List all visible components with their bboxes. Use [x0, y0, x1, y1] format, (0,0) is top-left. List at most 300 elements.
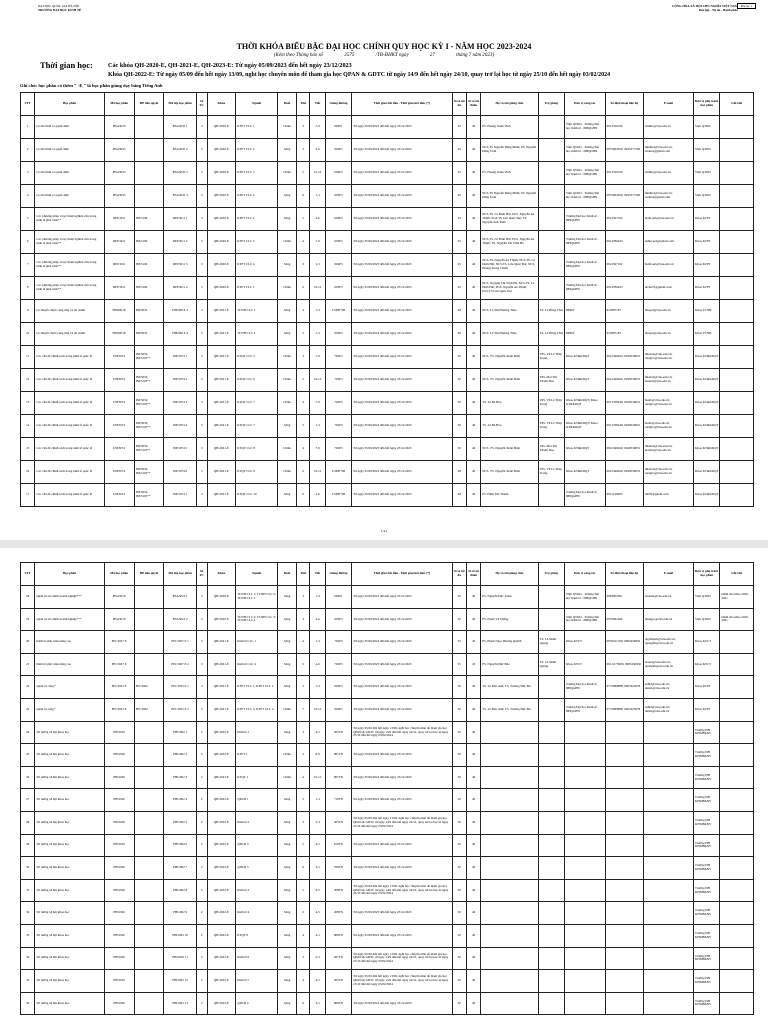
- table-row: [21, 116, 754, 139]
- schedule-table-2: [20, 562, 754, 1015]
- cell-course-name: Tư tưởng xã hội khoa học: [35, 970, 104, 993]
- cell-responsible-unit: Khoa KTPT: [694, 676, 720, 699]
- subtitle-part: /TB-ĐHKT ngày: [375, 53, 409, 58]
- cell-course-name: Các vấn đề chính sách trong kinh tế quốc tế: [35, 346, 104, 369]
- cell-stt: 30: [21, 857, 35, 880]
- cell-period: 4-6: [310, 608, 326, 631]
- cell-credits: 2: [196, 879, 207, 902]
- cell-max-size: 50: [452, 789, 466, 812]
- cell-room: 702E5: [325, 369, 351, 392]
- cell-class-code: DEE3011 4: [164, 277, 196, 300]
- cell-stt: 33: [21, 924, 35, 947]
- cell-cohort: QH-2020-E: [207, 231, 236, 254]
- cell-session: Sáng: [278, 300, 297, 323]
- cell-lecturer: TS. Lê Đức Anh; TS. Trương Đức Đu: [481, 676, 538, 699]
- cell-major: KTQT CLC 7: [236, 415, 278, 438]
- cell-max-size: 48: [452, 484, 466, 507]
- cell-session: Sáng: [278, 676, 297, 699]
- column-header-class-code: Mã lớp học phần: [164, 563, 196, 586]
- cell-course-code: BSA3010: [104, 608, 134, 631]
- cell-weekday: 2: [297, 586, 310, 609]
- cell-email: [643, 834, 693, 857]
- cell-notes: [720, 392, 754, 415]
- cell-class-code: INE3074 6: [164, 461, 196, 484]
- cell-prerequisite: INE3052; INE3103**: [134, 415, 164, 438]
- cell-min-size: 40: [466, 139, 480, 162]
- cell-period: 4-6: [310, 139, 326, 162]
- cell-email: thaoptl@vnu.edu.vn: [643, 300, 693, 323]
- cell-cohort: QH-2020-E: [207, 586, 236, 609]
- cell-course-name: Quản trị tài chính doanh nghiệp***: [35, 608, 104, 631]
- cell-course-code: PEC3027 E: [104, 653, 134, 676]
- table-row: [21, 162, 754, 185]
- cell-email: [643, 811, 693, 834]
- cell-period: 1-3: [310, 185, 326, 208]
- cell-min-size: 40: [466, 392, 480, 415]
- cell-lecturer: [481, 902, 538, 925]
- cell-room: 604E5: [325, 698, 351, 721]
- cell-min-size: 40: [466, 586, 480, 609]
- cell-cohort: QH-2020-E: [207, 608, 236, 631]
- cell-class-code: PHI1002 11: [164, 947, 196, 970]
- cell-phone: [605, 834, 643, 857]
- header-right: [672, 4, 738, 12]
- cell-stt: 2: [21, 139, 35, 162]
- cell-period: 4-5: [310, 857, 326, 880]
- cell-prerequisite: INE3053: [134, 300, 164, 323]
- cell-weekday: 4: [297, 300, 310, 323]
- cell-period: 7-9: [310, 231, 326, 254]
- cell-phone: [605, 970, 643, 993]
- column-header-email: E-mail: [643, 563, 693, 586]
- cell-email: haild.ueb@vnu.edu.vn: [643, 208, 693, 231]
- cell-class-code: PHI1002 4: [164, 789, 196, 812]
- cell-credits: 3: [196, 698, 207, 721]
- cell-cohort: QH-2022-E: [207, 789, 236, 812]
- cell-prerequisite: [134, 970, 164, 993]
- cell-work-unit: Trường Đại học Kinh tế - ĐHQGHN: [564, 484, 605, 507]
- cell-course-name: Tư tưởng xã hội khoa học: [35, 902, 104, 925]
- cell-work-unit: [564, 857, 605, 880]
- cell-phone: [605, 789, 643, 812]
- cell-weekday: 5: [297, 323, 310, 346]
- cell-lecturer: NCS. Nguyễn Thị Vĩnh Hà; NCS.TS. Lê Đình Hải; PGS. Nguyễn An Thịnh; PGS.TS Lưu Quốc Đạt: [481, 277, 538, 300]
- cell-notes: [720, 162, 754, 185]
- cell-course-code: BSA3035: [104, 139, 134, 162]
- cell-period: 7-9: [310, 438, 326, 461]
- cell-cohort: QH-2020-E: [207, 277, 236, 300]
- cell-notes: [720, 438, 754, 461]
- cell-email: thangpv@vnu.edu.vn: [643, 608, 693, 631]
- cell-email: [643, 879, 693, 902]
- cell-responsible-unit: Trường ĐH KHXH&NV: [694, 789, 720, 812]
- cell-cohort: QH-2020-E: [207, 116, 236, 139]
- cell-course-code: PHI1002: [104, 744, 134, 767]
- cell-room: 702E5: [325, 438, 351, 461]
- cell-credits: 3: [196, 162, 207, 185]
- cell-course-name: Lý mô hình ra quyết định: [35, 162, 104, 185]
- cell-prerequisite: [134, 608, 164, 631]
- cell-stt: 13: [21, 392, 35, 415]
- cell-major: QTKD 1: [236, 789, 278, 812]
- cell-major: Kinh tế CLC 2: [236, 653, 278, 676]
- cell-session: Chiều: [278, 438, 297, 461]
- cell-assistant: [538, 924, 564, 947]
- cell-class-code: PHI1002 3: [164, 766, 196, 789]
- table-row: [21, 970, 754, 993]
- cell-room: 809TN: [325, 992, 351, 1015]
- cell-session: Sáng: [278, 721, 297, 744]
- cell-period: 10-11: [310, 766, 326, 789]
- cell-course-code: INE3074: [104, 461, 134, 484]
- column-header-schedule-period: Thời gian bắt đầu - Thời gian kết thúc (*): [352, 93, 452, 116]
- cell-schedule-period: Từ ngày 05/09/2023 đến hết ngày 23/12/2023: [352, 698, 452, 721]
- cell-lecturer: [481, 879, 538, 902]
- cell-cohort: QH-2022-E: [207, 902, 236, 925]
- cell-lecturer: TS. Lê Đức Anh; TS. Trương Đức Đu: [481, 698, 538, 721]
- cell-notes: [720, 766, 754, 789]
- cell-credits: 3: [196, 231, 207, 254]
- cell-notes: [720, 721, 754, 744]
- cell-weekday: 5: [297, 879, 310, 902]
- cell-phone: 912887187: [605, 300, 643, 323]
- table-row: [21, 484, 754, 507]
- cell-weekday: 7: [297, 698, 310, 721]
- cell-class-code: DEE3011 2: [164, 231, 196, 254]
- cell-email: [643, 789, 693, 812]
- cell-cohort: QH-2022-E: [207, 970, 236, 993]
- cell-prerequisite: [134, 586, 164, 609]
- cell-room: 702E5: [325, 631, 351, 654]
- cell-major: Kinh tế 6: [236, 947, 278, 970]
- cell-max-size: 55: [452, 653, 466, 676]
- cell-phone: 0913338240; 0949536831: [605, 415, 643, 438]
- cell-min-size: 40: [466, 608, 480, 631]
- cell-cohort: QH-2021-E: [207, 461, 236, 484]
- cell-lecturer: PS. Hoàng Xuân Vinh: [481, 162, 538, 185]
- cell-phone: 0912346924; 0949536831: [605, 461, 643, 484]
- cell-email: anhld@vnu.edu.vn; duutd@vnu.edu.vn: [643, 676, 693, 699]
- cell-phone: 0912346924; 0949536831: [605, 438, 643, 461]
- cell-cohort: QH-2022-E: [207, 879, 236, 902]
- cell-max-size: 45: [452, 231, 466, 254]
- table-row: [21, 438, 754, 461]
- cell-phone: 0915148903: [605, 484, 643, 507]
- cell-responsible-unit: Trường ĐH KHXH&NV: [694, 970, 720, 993]
- cell-phone: 0914786423: [605, 277, 643, 300]
- cell-major: KTQT 1: [236, 766, 278, 789]
- cell-max-size: 45: [452, 162, 466, 185]
- cell-credits: 3: [196, 392, 207, 415]
- table-row: [21, 346, 754, 369]
- cell-email: thienxd@vnu.edu.vn; tranglvt@vnu.edu.vn: [643, 461, 693, 484]
- cell-session: Sáng: [278, 586, 297, 609]
- cell-course-name: Lý thuyết chuỗi cung ứng và tài chính: [35, 323, 104, 346]
- column-header-work-unit: Đơn vị công tác: [564, 563, 605, 586]
- cell-class-code: BSA3035 1: [164, 116, 196, 139]
- column-header-lecturer: Họ và tên giảng viên: [481, 93, 538, 116]
- cell-credits: 2: [196, 857, 207, 880]
- cell-notes: [720, 323, 754, 346]
- cell-schedule-period: Từ ngày 05/09/2023 đến hết ngày 23/12/2023: [352, 586, 452, 609]
- cell-prerequisite: [134, 811, 164, 834]
- cell-assistant: [538, 744, 564, 767]
- cell-session: Sáng: [278, 185, 297, 208]
- cell-prerequisite: [134, 834, 164, 857]
- cell-min-size: 40: [466, 992, 480, 1015]
- cell-credits: 3: [196, 346, 207, 369]
- cell-schedule-period: Từ ngày 05/09/2023 đến hết ngày 23/12/2023: [352, 116, 452, 139]
- cell-assistant: [538, 992, 564, 1015]
- column-header-stt: STT: [21, 93, 35, 116]
- cell-work-unit: Trường Đại học Kinh tế - ĐHQGHN: [564, 698, 605, 721]
- cell-class-code: PHI1002 12: [164, 970, 196, 993]
- cell-min-size: 40: [466, 208, 480, 231]
- cell-assistant: ThS. Vũ Lê Thùy Trang: [538, 461, 564, 484]
- cell-responsible-unit: Khoa KTCT: [694, 653, 720, 676]
- cell-class-code: BSA3035 4: [164, 185, 196, 208]
- cell-notes: [720, 744, 754, 767]
- cell-session: Sáng: [278, 924, 297, 947]
- cell-course-code: BSA3010: [104, 586, 134, 609]
- cell-stt: 18: [21, 586, 35, 609]
- cell-min-size: 40: [466, 879, 480, 902]
- cell-room: CSMF708: [325, 461, 351, 484]
- cell-schedule-period: Từ ngày 05/09/2023 đến hết ngày 23/12/2023: [352, 162, 452, 185]
- cell-lecturer: NCS. TS. Nguyễn Xuân Điền: [481, 461, 538, 484]
- cell-room: 604E5: [325, 254, 351, 277]
- cell-notes: [720, 461, 754, 484]
- cell-work-unit: Trường Đại học Kinh tế - ĐHQGHN: [564, 231, 605, 254]
- cell-stt: 14: [21, 415, 35, 438]
- cell-responsible-unit: Trường ĐH KHXH&NV: [694, 947, 720, 970]
- cell-major: KTPT CLC 2: [236, 208, 278, 231]
- cell-cohort: QH-2021-E: [207, 438, 236, 461]
- cell-session: Chiều: [278, 116, 297, 139]
- cell-work-unit: Khoa KTCT: [564, 631, 605, 654]
- column-header-cohort: Khóa: [207, 563, 236, 586]
- table-body: [21, 586, 754, 1015]
- cell-weekday: 5: [297, 653, 310, 676]
- cell-max-size: 50: [452, 811, 466, 834]
- cell-responsible-unit: Viện QTKD: [694, 139, 720, 162]
- table-row: [21, 139, 754, 162]
- column-header-notes: Ghi chú: [720, 93, 754, 116]
- cell-assistant: [538, 811, 564, 834]
- cell-cohort: QH-2021-E: [207, 698, 236, 721]
- cell-period: 4-6: [310, 484, 326, 507]
- column-header-notes: Ghi chú: [720, 563, 754, 586]
- cell-lecturer: TS. Lê Bá Hòa: [481, 415, 538, 438]
- cell-room: 702E5: [325, 392, 351, 415]
- cell-class-code: FIB2001E 4: [164, 323, 196, 346]
- time-label: Thời gian học:: [40, 60, 93, 70]
- cell-max-size: 45: [452, 277, 466, 300]
- subtitle-part: 27: [429, 53, 435, 58]
- cell-responsible-unit: Trường ĐH KHXH&NV: [694, 992, 720, 1015]
- cell-course-code: INE3074: [104, 392, 134, 415]
- cell-room: CSMF708: [325, 300, 351, 323]
- cell-work-unit: Viện QTKD - Trường Đại học Kinh tế - ĐHQGHN: [564, 139, 605, 162]
- cell-period: 4-5: [310, 924, 326, 947]
- cell-schedule-period: Từ ngày 05/09/2023 đến hết ngày 23/12/2023: [352, 834, 452, 857]
- cell-work-unit: [564, 834, 605, 857]
- cell-min-size: 40: [466, 323, 480, 346]
- cell-lecturer: NCS.TS. Lê Đình Hải; PGS. Nguyễn An Thịnh; TS. Nguyễn Thị Vĩnh Hà: [481, 231, 538, 254]
- cell-stt: 16: [21, 461, 35, 484]
- cell-responsible-unit: Trường ĐH KHXH&NV: [694, 924, 720, 947]
- cell-credits: 3: [196, 608, 207, 631]
- cell-stt: 6: [21, 231, 35, 254]
- cell-credits: 3: [196, 300, 207, 323]
- cell-room: 603E5: [325, 676, 351, 699]
- cell-session: Chiều: [278, 277, 297, 300]
- school-name: TRƯỜNG ĐẠI HỌC KINH TẾ: [38, 8, 82, 12]
- cell-session: Chiều: [278, 369, 297, 392]
- cell-responsible-unit: Trường ĐH KHXH&NV: [694, 857, 720, 880]
- cell-email: [643, 902, 693, 925]
- cell-assistant: [538, 254, 564, 277]
- cell-course-name: Tư tưởng xã hội khoa học: [35, 766, 104, 789]
- column-header-class-code: Mã lớp học phần: [164, 93, 196, 116]
- cell-period: 10-12: [310, 277, 326, 300]
- cell-class-code: PHI1002 13: [164, 992, 196, 1015]
- column-header-max-size: Sĩ số tối đa: [452, 563, 466, 586]
- cell-email: vinhhx@vnu.edu.vn: [643, 116, 693, 139]
- cell-email: [643, 992, 693, 1015]
- cell-period: 1-3: [310, 631, 326, 654]
- cell-min-size: 40: [466, 162, 480, 185]
- cell-lecturer: PS. Phạm Vũ Thắng: [481, 608, 538, 631]
- cell-phone: 0913338240; 0949536831: [605, 392, 643, 415]
- cell-lecturer: PS. Nguyễn Đức Xuân: [481, 586, 538, 609]
- table-row: [21, 879, 754, 902]
- cell-period: 7-9: [310, 116, 326, 139]
- cell-prerequisite: INE3052; INE3103**: [134, 438, 164, 461]
- cell-responsible-unit: Khoa KT&KDQT: [694, 346, 720, 369]
- table-row: [21, 277, 754, 300]
- cell-work-unit: [564, 924, 605, 947]
- table-row: [21, 608, 754, 631]
- cell-stt: 28: [21, 811, 35, 834]
- cell-cohort: QH-2022-E: [207, 811, 236, 834]
- cell-assistant: [538, 608, 564, 631]
- cell-credits: 3: [196, 323, 207, 346]
- cell-session: Sáng: [278, 902, 297, 925]
- cell-period: 4-5: [310, 879, 326, 902]
- cell-course-code: BSA3035: [104, 116, 134, 139]
- cell-course-name: Kinh tế phát triển nâng cao: [35, 631, 104, 654]
- cell-session: Sáng: [278, 834, 297, 857]
- table-row: [21, 461, 754, 484]
- cell-weekday: 4: [297, 970, 310, 993]
- cell-room: 205TN: [325, 721, 351, 744]
- cell-credits: 3: [196, 277, 207, 300]
- cell-course-code: FIB2001E: [104, 300, 134, 323]
- cell-stt: 7: [21, 254, 35, 277]
- column-header-phone: Số điện thoại liên hệ: [605, 93, 643, 116]
- cell-class-code: PHI1002 10: [164, 924, 196, 947]
- cell-course-code: PHI1002: [104, 924, 134, 947]
- cell-lecturer: NCS. Lê Thị Phương Thảo: [481, 300, 538, 323]
- cell-class-code: PHI1002 2: [164, 744, 196, 767]
- cell-session: Sáng: [278, 484, 297, 507]
- cell-notes: [720, 834, 754, 857]
- cell-min-size: 40: [466, 484, 480, 507]
- cell-prerequisite: [134, 744, 164, 767]
- subtitle-part: tháng 7 năm 2023): [456, 53, 495, 58]
- cell-stt: 29: [21, 834, 35, 857]
- cell-notes: [720, 924, 754, 947]
- cell-period: 1-3: [310, 676, 326, 699]
- column-header-session: Buổi: [278, 563, 297, 586]
- cell-cohort: QH-2022-E: [207, 744, 236, 767]
- table-row: [21, 415, 754, 438]
- cell-stt: 23: [21, 698, 35, 721]
- cell-session: Chiều: [278, 744, 297, 767]
- cell-cohort: QH-2020-E: [207, 139, 236, 162]
- cell-schedule-period: Từ ngày 05/09/2023 đến hết ngày 23/12/2023: [352, 139, 452, 162]
- cell-credits: 3: [196, 415, 207, 438]
- cell-credits: 2: [196, 834, 207, 857]
- cell-stt: 19: [21, 608, 35, 631]
- column-header-period: Tiết: [310, 93, 326, 116]
- cell-max-size: 50: [452, 744, 466, 767]
- column-header-phone: Số điện thoại liên hệ: [605, 563, 643, 586]
- cell-major: Kinh tế 7: [236, 970, 278, 993]
- cell-responsible-unit: Khoa KTCT: [694, 631, 720, 654]
- cell-cohort: QH-2021-E: [207, 323, 236, 346]
- cell-course-name: Tư tưởng xã hội khoa học: [35, 744, 104, 767]
- cell-course-name: Tư tưởng xã hội khoa học: [35, 992, 104, 1015]
- cell-room: 205TN: [325, 811, 351, 834]
- cell-major: TCNH CLC 1; TCNH CLC 2; TCNH CLC 3: [236, 586, 278, 609]
- cell-weekday: 4: [297, 924, 310, 947]
- cell-notes: [720, 631, 754, 654]
- cell-cohort: QH-2021-E: [207, 631, 236, 654]
- cell-course-name: Tư tưởng xã hội khoa học: [35, 857, 104, 880]
- cell-class-code: PEC3027 E 1: [164, 631, 196, 654]
- cell-schedule-period: Từ ngày 05/09/2023 đến hết ngày 23/12/2023: [352, 902, 452, 925]
- cell-min-size: 40: [466, 698, 480, 721]
- cell-assistant: [538, 139, 564, 162]
- cell-assistant: [538, 277, 564, 300]
- cell-phone: 912887187: [605, 323, 643, 346]
- cell-course-code: INE3074: [104, 369, 134, 392]
- cell-responsible-unit: Khoa TCNH: [694, 323, 720, 346]
- cell-session: Chiều: [278, 698, 297, 721]
- cell-phone: 0912567102: [605, 254, 643, 277]
- cell-stt: 3: [21, 162, 35, 185]
- cell-weekday: 3: [297, 139, 310, 162]
- cell-room: 205TN: [325, 970, 351, 993]
- cell-credits: 2: [196, 924, 207, 947]
- column-header-stt: STT: [21, 563, 35, 586]
- cell-responsible-unit: Khoa KT&KDQT: [694, 369, 720, 392]
- cell-email: hoalb@vnu.edu.vn; tranglvt@vnu.edu.vn: [643, 415, 693, 438]
- cell-assistant: [538, 879, 564, 902]
- cell-prerequisite: [134, 162, 164, 185]
- cell-credits: 2: [196, 992, 207, 1015]
- cell-email: anhld@vnu.edu.vn; duutd@vnu.edu.vn: [643, 698, 693, 721]
- cell-major: KTPT CLC 3; KTPT CLC 4: [236, 698, 278, 721]
- cell-schedule-period: Từ ngày 05/09/2023 đến hết ngày 23/12/2023: [352, 992, 452, 1015]
- cell-credits: 3: [196, 139, 207, 162]
- cell-class-code: PEC3023 E 2: [164, 698, 196, 721]
- cell-notes: [720, 698, 754, 721]
- column-header-max-size: Sĩ số tối đa: [452, 93, 466, 116]
- cell-weekday: 2: [297, 676, 310, 699]
